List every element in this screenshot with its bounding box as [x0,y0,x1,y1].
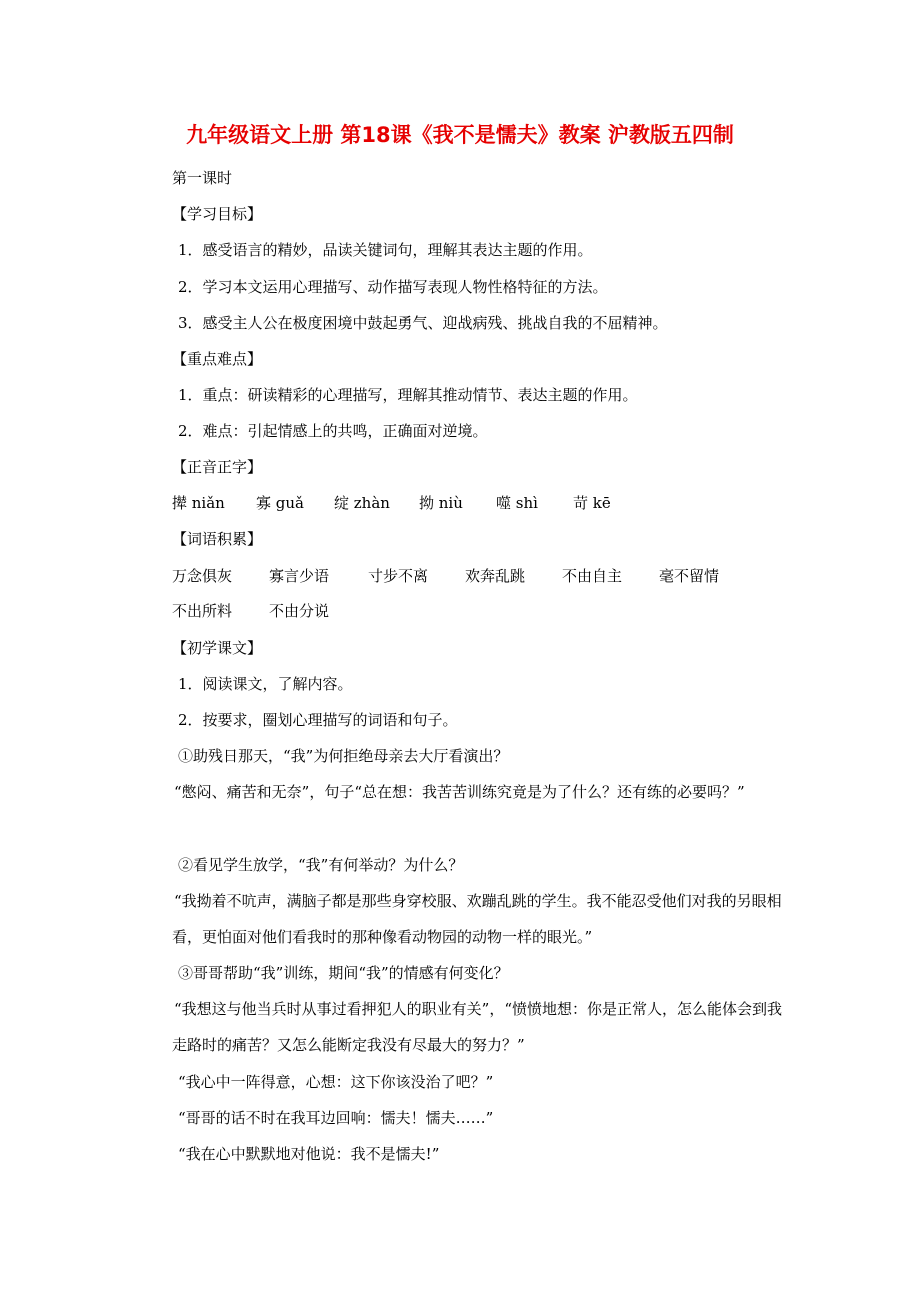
question: ①助残日那天，“我”为何拒绝母亲去大厅看演出？ [178,747,509,765]
goal-item: 3．感受主人公在极度困境中鼓起勇气、迎战病残、挑战自我的不屈精神。 [178,314,668,332]
answer-line: “我在心中默默地对他说：我不是懦夫!” [178,1145,440,1163]
vocabulary-item: 寡言少语 [269,567,330,585]
vocabulary-item: 毫不留情 [659,567,720,585]
pronunciation-item: 绽 zhàn [334,494,390,512]
answer-line: “哥哥的话不时在我耳边回响：懦夫！懦夫……” [178,1109,494,1127]
answer-paragraph: “我拗着不吭声，满脑子都是那些身穿校服、欢蹦乱跳的学生。我不能忍受他们对我的另眼相看，更怕面对他们看我时的那种像看动物园的动物一样的眼光。” [172,892,782,946]
answer-paragraph: “憋闷、痛苦和无奈”，句子“总在想：我苦苦训练究竟是为了什么？还有练的必要吗？” [174,783,745,801]
goal-item: 2．学习本文运用心理描写、动作描写表现人物性格特征的方法。 [178,278,608,296]
vocabulary-item: 不由自主 [562,567,623,585]
pronunciation-item: 撵 niǎn [172,494,225,512]
vocabulary-item: 万念俱灰 [172,567,233,585]
question: ③哥哥帮助“我”训练，期间“我”的情感有何变化？ [178,964,509,982]
question: ②看见学生放学，“我”有何举动？为什么？ [178,856,464,874]
vocabulary-item: 欢奔乱跳 [465,567,526,585]
pronunciation-item: 苛 kē [573,494,611,512]
answer-line: “我心中一阵得意，心想：这下你该没治了吧？” [178,1073,494,1091]
pronunciation-item: 噬 shì [496,494,538,512]
vocabulary-item: 不由分说 [269,602,330,620]
lesson-label: 第一课时 [172,169,233,187]
key-point-item: 1．重点：研读精彩的心理描写，理解其推动情节、表达主题的作用。 [178,386,638,404]
pronunciation-item: 拗 niù [419,494,463,512]
section-heading-vocabulary: 【词语积累】 [172,530,263,548]
answer-paragraph: “我想这与他当兵时从事过看押犯人的职业有关”，“愤愤地想：你是正常人，怎么能体会到我走路时的痛苦？又怎么能断定我没有尽最大的努力？” [172,1000,783,1054]
key-point-item: 2．难点：引起情感上的共鸣，正确面对逆境。 [178,422,488,440]
vocabulary-item: 寸步不离 [368,567,429,585]
section-heading-key-points: 【重点难点】 [172,350,263,368]
pronunciation-item: 寡 guǎ [256,494,304,512]
goal-item: 1．感受语言的精妙，品读关键词句，理解其表达主题的作用。 [178,241,593,259]
section-heading-first-reading: 【初学课文】 [172,639,263,657]
reading-item: 2．按要求，圈划心理描写的词语和句子。 [178,711,458,729]
vocabulary-item: 不出所料 [172,602,233,620]
section-heading-goals: 【学习目标】 [172,205,263,223]
section-heading-pronunciation: 【正音正字】 [172,458,263,476]
document-title: 九年级语文上册 第18课《我不是懦夫》教案 沪教版五四制 [186,123,734,147]
reading-item: 1．阅读课文，了解内容。 [178,675,353,693]
